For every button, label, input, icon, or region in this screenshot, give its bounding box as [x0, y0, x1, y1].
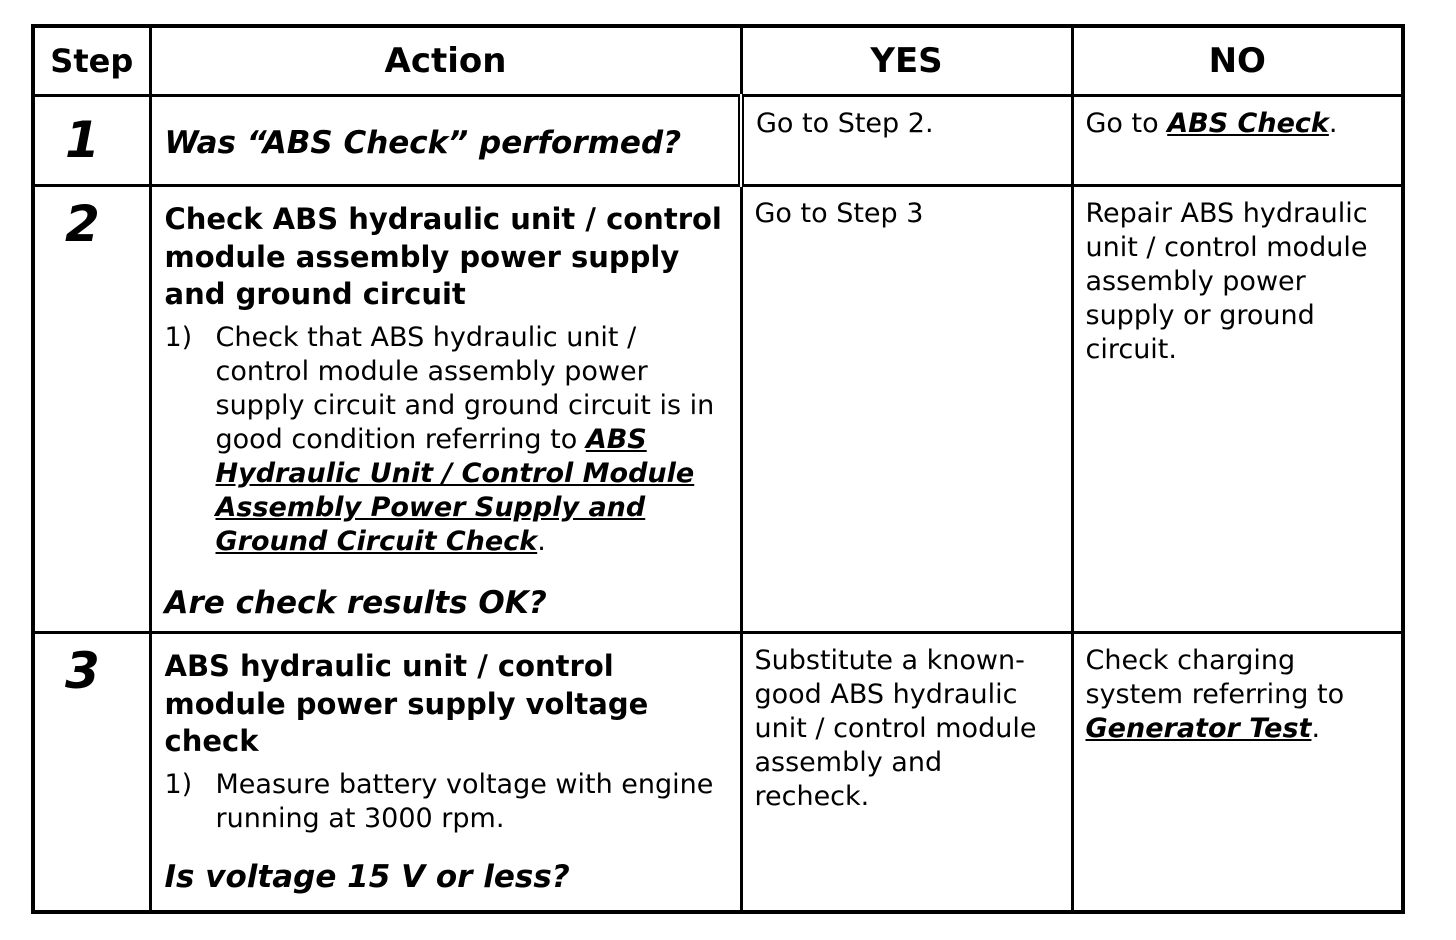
no-text-suffix: . — [1328, 108, 1338, 139]
action-cell — [150, 633, 741, 913]
no-cell — [1072, 186, 1403, 633]
diagnostic-flow-table — [31, 24, 1405, 914]
no-cell — [1072, 96, 1403, 186]
substep-number: 1) — [164, 768, 193, 800]
substep-number: 1) — [164, 321, 193, 353]
header-action: Action — [150, 26, 741, 96]
yes-text: Substitute a known-good ABS hydraulic unit / control module assembly and recheck. — [754, 645, 1037, 812]
step-question: Was “ABS Check” performed? — [164, 125, 682, 161]
substep-suffix: . — [537, 525, 546, 557]
step-cell — [33, 633, 150, 913]
substep-item — [165, 321, 730, 559]
header-yes: YES — [741, 26, 1072, 96]
no-text: Repair ABS hydraulic unit / control module assembly power supply or ground circuit. — [1085, 198, 1368, 365]
yes-cell — [741, 633, 1072, 913]
substep-list — [165, 768, 730, 836]
substep-text: Check that ABS hydraulic unit / control module assembly power supply circuit and ground circuit is in good condition referring to — [215, 321, 715, 455]
step-title: ABS hydraulic unit / control module power supply voltage check — [164, 649, 649, 758]
step-title: Check ABS hydraulic unit / control module assembly power supply and ground circuit — [164, 202, 722, 311]
abs-check-link[interactable]: ABS Check — [1167, 108, 1329, 139]
step-cell — [33, 186, 150, 633]
step-question: Is voltage 15 V or less? — [164, 858, 570, 895]
no-text: Go to — [1085, 108, 1168, 139]
generator-test-link[interactable]: Generator Test — [1085, 713, 1312, 744]
action-cell — [150, 186, 741, 633]
yes-cell — [741, 186, 1072, 633]
step-question: Are check results OK? — [164, 584, 547, 621]
yes-text: Go to Step 3 — [754, 198, 924, 229]
table-row — [33, 633, 1403, 913]
substep-list — [165, 321, 730, 559]
no-text-suffix: . — [1311, 713, 1321, 744]
yes-cell — [741, 96, 1072, 186]
header-no: NO — [1072, 26, 1403, 96]
header-row — [33, 26, 1403, 96]
yes-text: Go to Step 2. — [756, 108, 934, 139]
table-row — [33, 96, 1403, 186]
step-number: 3 — [65, 642, 100, 700]
step-number: 1 — [65, 111, 100, 169]
no-text: Check charging system referring to — [1085, 645, 1345, 710]
substep-item — [165, 768, 730, 836]
table-row — [33, 186, 1403, 633]
substep-text: Measure battery voltage with engine running at 3000 rpm. — [215, 768, 714, 834]
power-supply-ground-check-link[interactable]: ABS Hydraulic Unit / Control Module Assembly Power Supply and Ground Circuit Check — [215, 423, 695, 557]
no-cell — [1072, 633, 1403, 913]
step-cell — [33, 96, 150, 186]
action-cell — [150, 96, 741, 186]
step-number: 2 — [65, 195, 100, 253]
header-step: Step — [33, 26, 150, 96]
